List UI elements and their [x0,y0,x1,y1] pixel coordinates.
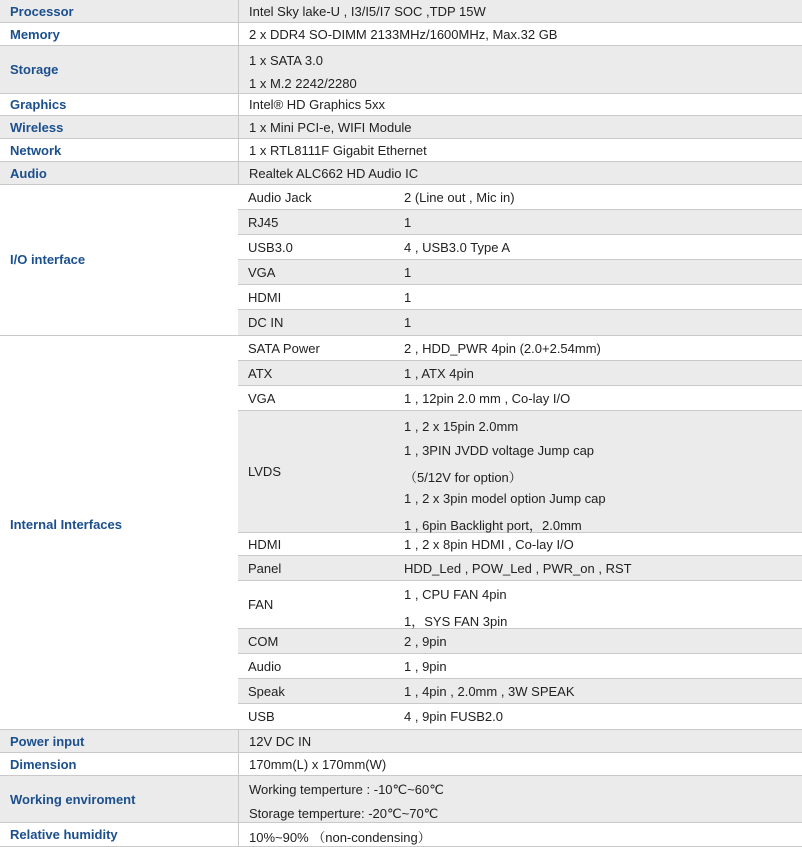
internal-row [238,679,802,704]
io-row-value: 4 , USB3.0 Type A [404,240,510,255]
row-label: Power input [10,733,85,749]
io-row [238,310,802,336]
internal-row [238,336,802,361]
group-label-cell [0,185,238,336]
internal-row [238,386,802,411]
row-value: 10%~90% （non-condensing） [249,830,431,845]
row-value: Realtek ALC662 HD Audio IC [249,166,419,181]
internal-row-name: Audio [248,659,282,674]
internal-row-name: COM [248,634,279,649]
row-dimension [0,753,802,776]
io-row-value: 2 (Line out , Mic in) [404,190,515,205]
internal-row-name: Speak [248,684,285,699]
row-value-line: Storage temperture: -20℃~70℃ [249,806,439,821]
internal-row-value-line: （5/12V for option） [404,470,522,485]
io-row [238,285,802,310]
row-wireless [0,116,802,139]
internal-row-value: 1 , 4pin , 2.0mm , 3W SPEAK [404,684,575,699]
internal-row-name: VGA [248,391,276,406]
row-value-line: 1 x M.2 2242/2280 [249,76,357,91]
row-audio [0,162,802,185]
row-value: Intel Sky lake-U , I3/I5/I7 SOC ,TDP 15W [249,4,486,19]
io-row-name: USB3.0 [248,240,293,255]
internal-row-value: 1 , 9pin [404,659,447,674]
row-processor [0,0,802,23]
internal-row-lvds [238,411,802,533]
internal-row [238,533,802,556]
internal-row-value: 1 , 12pin 2.0 mm , Co-lay I/O [404,391,571,406]
row-value: 1 x Mini PCI-e, WIFI Module [249,120,412,135]
internal-row [238,654,802,679]
internal-row [238,556,802,581]
internal-row [238,704,802,730]
row-value-cell [238,730,802,752]
group-internal-interfaces [0,336,802,730]
internal-row-name: Panel [248,561,282,576]
io-row [238,260,802,285]
internal-row-value: 2 , 9pin [404,634,447,649]
row-value-line: Working temperture : -10℃~60℃ [249,782,444,797]
io-row [238,210,802,235]
row-value-line: 1 x SATA 3.0 [249,53,323,68]
internal-row-name: USB [248,709,275,724]
row-label: Wireless [10,119,64,135]
internal-row-value: 4 , 9pin FUSB2.0 [404,709,503,724]
internal-row [238,361,802,386]
internal-row-value-line: 1 , 3PIN JVDD voltage Jump cap [404,443,595,458]
io-row-name: DC IN [248,315,284,330]
internal-row-value-line: 1 , 2 x 3pin model option Jump cap [404,491,606,506]
row-label: Graphics [10,97,67,112]
io-row-value: 1 [404,290,412,305]
row-label: Processor [10,3,74,19]
row-label: Storage [10,62,59,77]
io-row-name: RJ45 [248,215,279,230]
io-row-value: 1 [404,265,412,280]
internal-row-value-line: 1 , CPU FAN 4pin [404,587,507,602]
io-row-name: Audio Jack [248,190,312,205]
io-row [238,235,802,260]
group-label: I/O interface [10,252,86,267]
row-network [0,139,802,162]
row-power-input [0,730,802,753]
internal-row-value-line: 1 , 6pin Backlight port，2.0mm [404,518,582,533]
row-label: Dimension [10,756,77,772]
row-relative-humidity [0,823,802,847]
io-row-name: HDMI [248,290,282,305]
row-value: Intel® HD Graphics 5xx [249,97,386,112]
group-label-cell [0,336,238,730]
row-graphics [0,94,802,116]
internal-row-name: ATX [248,366,273,381]
row-value: 2 x DDR4 SO-DIMM 2133MHz/1600MHz, Max.32 GB [249,27,558,42]
internal-row-value-line: 1 , 2 x 15pin 2.0mm [404,419,519,434]
row-value: 1 x RTL8111F Gigabit Ethernet [249,143,427,158]
group-label: Internal Interfaces [10,517,122,532]
row-label: Network [10,142,62,158]
internal-row-name: HDMI [248,537,282,552]
io-row-name: VGA [248,265,276,280]
internal-row-value: 2 , HDD_PWR 4pin (2.0+2.54mm) [404,341,601,356]
row-memory [0,23,802,46]
internal-row-name: FAN [248,597,274,612]
row-value: 170mm(L) x 170mm(W) [249,757,387,772]
io-row-value: 1 [404,315,412,330]
internal-row-fan [238,581,802,629]
row-working-environment [0,776,802,823]
internal-row-value-line: 1，SYS FAN 3pin [404,614,508,629]
row-label: Relative humidity [10,827,118,842]
internal-row-name: LVDS [248,464,281,479]
row-label: Audio [10,165,47,181]
internal-row-value: HDD_Led , POW_Led , PWR_on , RST [404,561,632,576]
internal-row-value: 1 , ATX 4pin [404,366,474,381]
row-label: Working enviroment [10,791,136,807]
row-label: Memory [10,26,60,42]
internal-row [238,629,802,654]
internal-row-name: SATA Power [248,341,320,356]
row-value: 12V DC IN [249,734,312,749]
internal-row-value: 1 , 2 x 8pin HDMI , Co-lay I/O [404,537,574,552]
row-storage [0,46,802,94]
io-row-value: 1 [404,215,412,230]
group-io-interface [0,185,802,336]
io-row [238,185,802,210]
